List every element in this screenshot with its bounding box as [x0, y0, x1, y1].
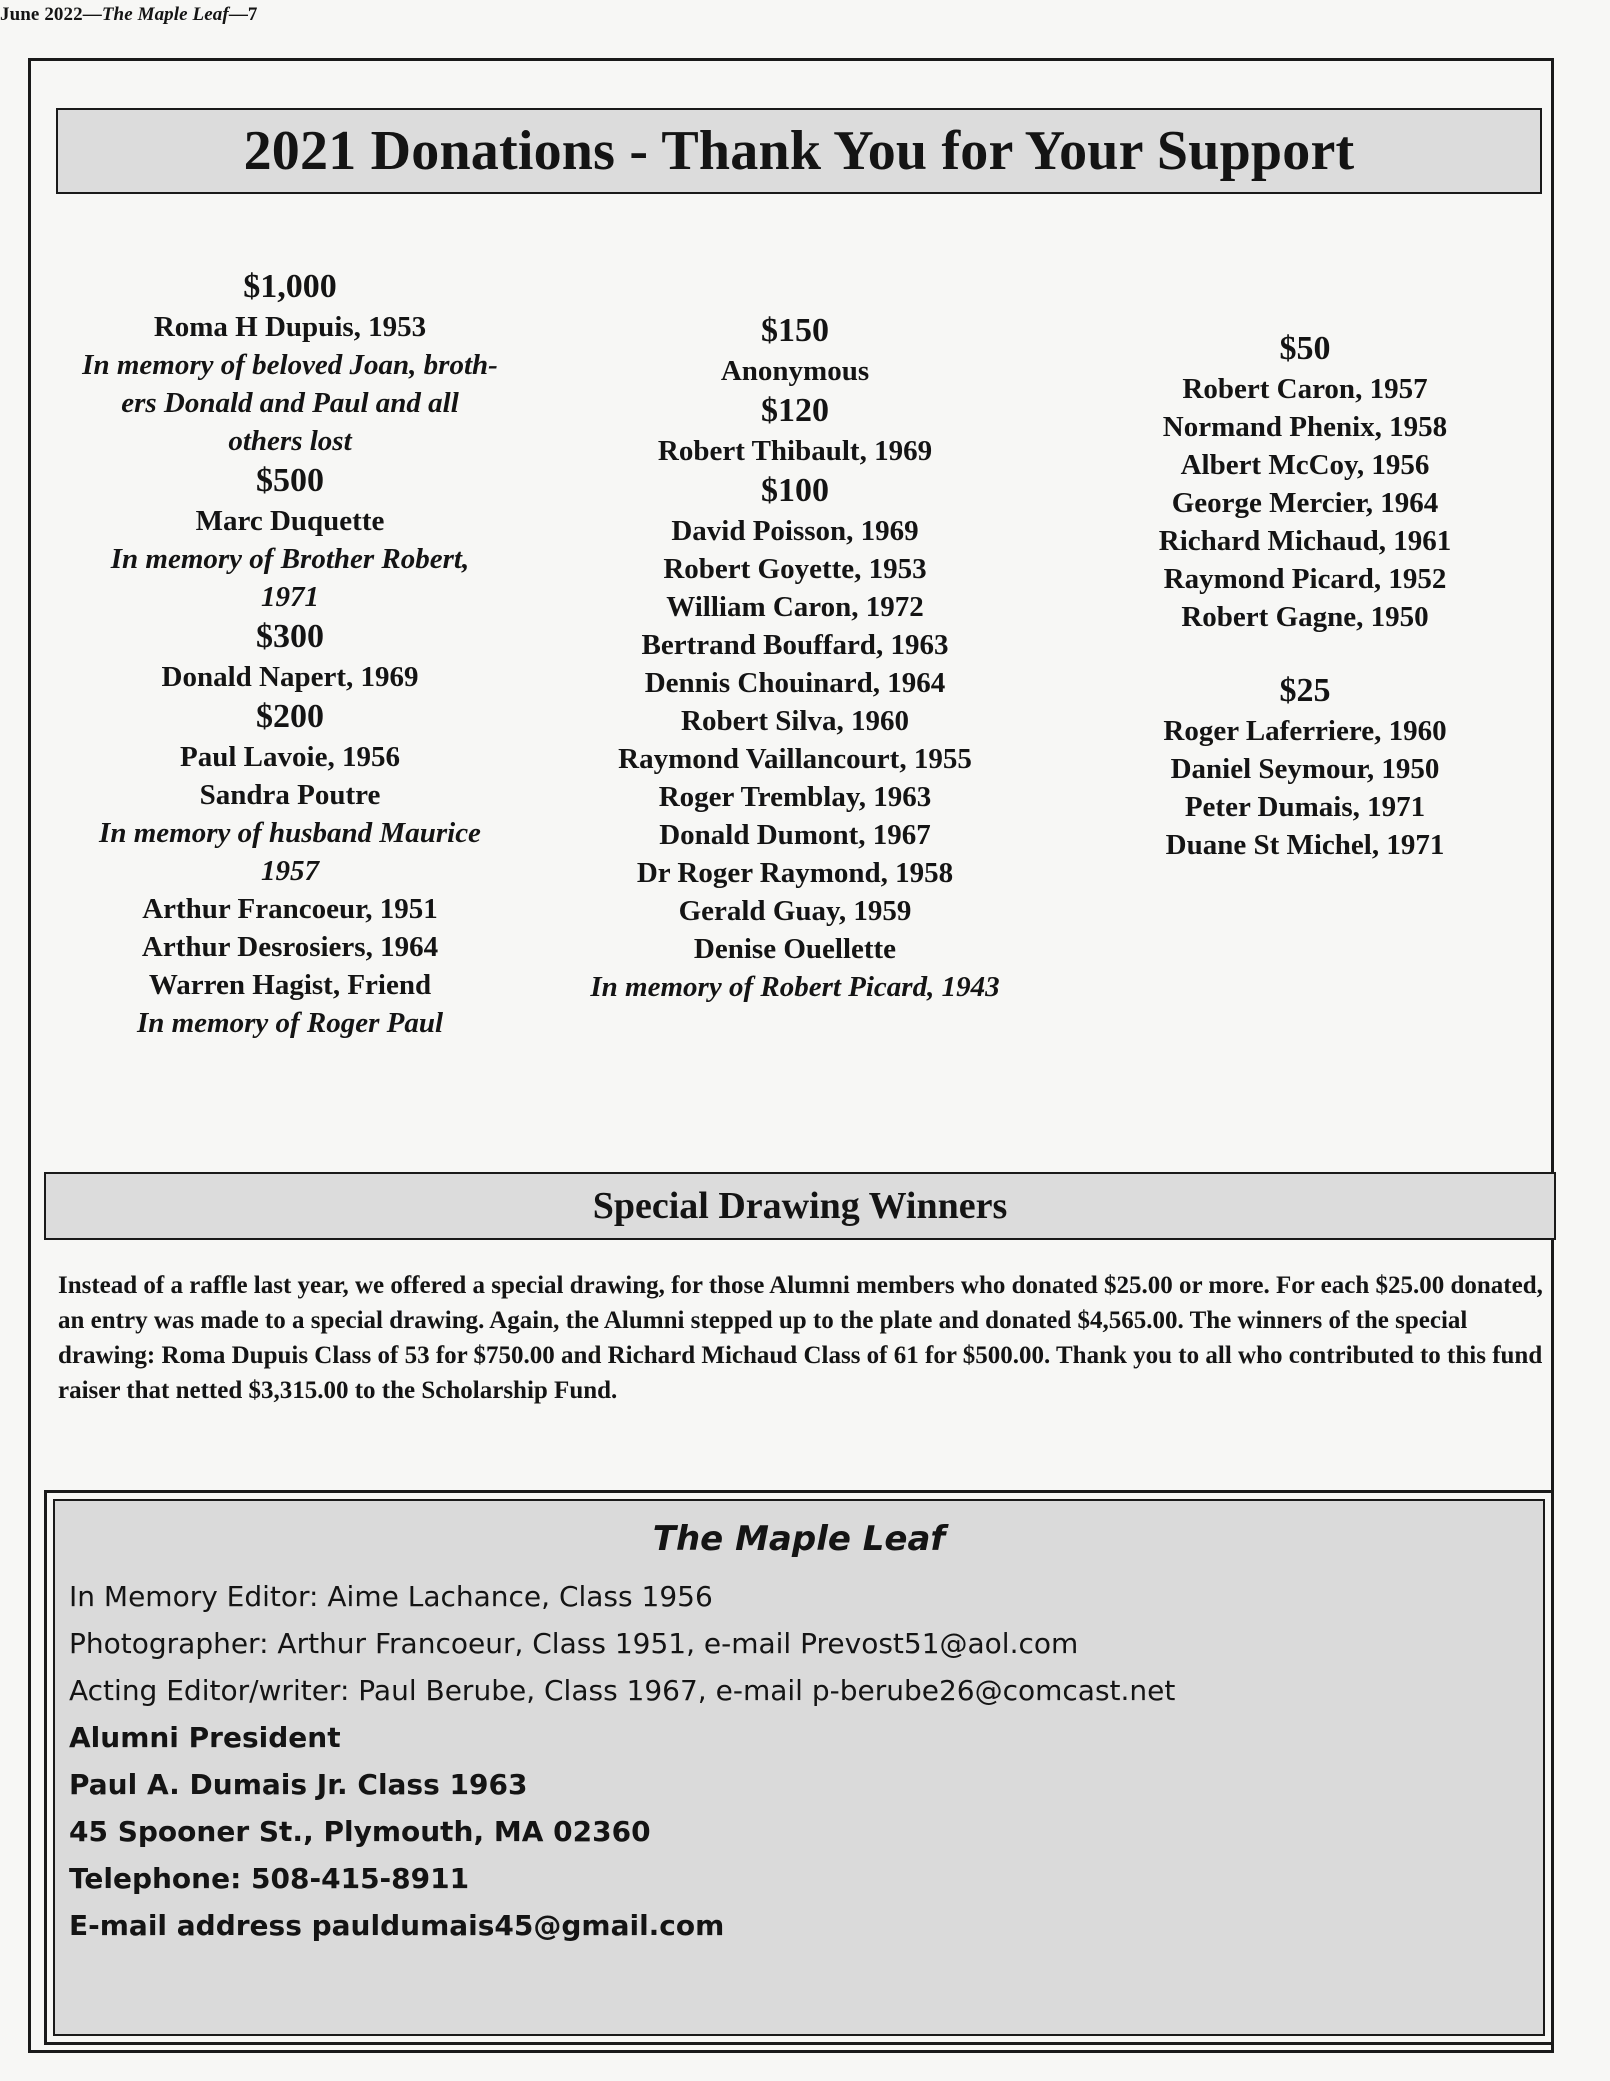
donations-column-1 — [40, 266, 540, 1042]
donation-amount: $25 — [1279, 672, 1331, 709]
president-name: Paul A. Dumais Jr. Class 1963 — [69, 1768, 528, 1801]
donor-name: Donald Napert, 1969 — [161, 661, 419, 693]
maple-leaf-inner — [53, 1499, 1545, 2036]
memorial-note: In memory of Roger Paul — [136, 1007, 444, 1039]
donor-name: Robert Gagne, 1950 — [1181, 601, 1429, 633]
donations-column-2 — [540, 310, 1050, 1006]
donor-name: Albert McCoy, 1956 — [1180, 449, 1430, 481]
donor-name: Anonymous — [720, 355, 870, 387]
donation-amount: $100 — [761, 472, 829, 509]
donation-amount: $50 — [1279, 330, 1331, 367]
donor-name: William Caron, 1972 — [666, 591, 924, 623]
donor-name: Robert Caron, 1957 — [1182, 373, 1428, 405]
donor-name: Raymond Picard, 1952 — [1163, 563, 1447, 595]
donation-amount: $500 — [256, 462, 324, 499]
donor-name: Duane St Michel, 1971 — [1165, 829, 1445, 861]
donation-amount: $150 — [761, 312, 829, 349]
memorial-note: 1971 — [261, 581, 319, 613]
memorial-note: 1957 — [261, 855, 319, 887]
maple-leaf-credits — [69, 1573, 1175, 1949]
donor-name: Richard Michaud, 1961 — [1158, 525, 1452, 557]
donation-amount: $300 — [256, 618, 324, 655]
president-email: E-mail address pauldumais45@gmail.com — [69, 1909, 725, 1942]
memorial-note: others lost — [228, 425, 352, 457]
donor-name: Dennis Chouinard, 1964 — [644, 667, 946, 699]
in-memory-editor: In Memory Editor: Aime Lachance, Class 1956 — [69, 1580, 713, 1613]
maple-leaf-title: The Maple Leaf — [652, 1519, 946, 1559]
acting-editor: Acting Editor/writer: Paul Berube, Class 1967, e-mail p-berube26@comcast.net — [69, 1674, 1176, 1707]
header-paper-name: The Maple Leaf — [101, 4, 229, 25]
maple-leaf-box — [44, 1490, 1554, 2045]
donor-name: Robert Silva, 1960 — [681, 705, 909, 737]
donation-amount: $1,000 — [243, 268, 337, 305]
donor-name: Robert Goyette, 1953 — [663, 553, 927, 585]
donor-name: Dr Roger Raymond, 1958 — [636, 857, 954, 889]
donor-name: Arthur Francoeur, 1951 — [142, 893, 438, 925]
donor-name: Roma H Dupuis, 1953 — [153, 311, 427, 343]
donations-title: 2021 Donations - Thank You for Your Support — [243, 120, 1355, 182]
memorial-note: In memory of Robert Picard, 1943 — [590, 971, 1000, 1003]
donor-name: Denise Ouellette — [693, 933, 897, 965]
president-telephone: Telephone: 508-415-8911 — [69, 1862, 470, 1895]
drawing-title: Special Drawing Winners — [592, 1185, 1008, 1227]
donor-name: Marc Duquette — [195, 505, 385, 537]
donor-name: Gerald Guay, 1959 — [678, 895, 912, 927]
header-date: June 2022— — [0, 4, 102, 25]
donor-name: Roger Laferriere, 1960 — [1163, 715, 1447, 747]
memorial-note: In memory of Brother Robert, — [110, 543, 470, 575]
donation-amount: $120 — [761, 392, 829, 429]
donor-name: Donald Dumont, 1967 — [659, 819, 931, 851]
donor-name: Peter Dumais, 1971 — [1184, 791, 1426, 823]
memorial-note: In memory of beloved Joan, broth- — [82, 349, 498, 381]
drawing-paragraph: Instead of a raffle last year, we offered a special drawing, for those Alumni members who donated $25.00 or more. For each $25.00 donated, an entry was made to a special drawing. Again, the Alumni stepped up to the plate and donated $4,565.00. The winners of the special drawing: Roma Dupuis Class of 53 for $750.00 and Richard Michaud Class of 61 for $500.00. Thank you to all who contributed to this fund raiser that netted $3,315.00 to the Scholarship Fund. — [58, 1272, 1543, 1404]
memorial-note: In memory of husband Maurice — [99, 817, 481, 849]
donor-name: Daniel Seymour, 1950 — [1170, 753, 1440, 785]
donor-name: Sandra Poutre — [199, 779, 381, 811]
donor-name: Robert Thibault, 1969 — [657, 435, 933, 467]
drawing-title-box — [44, 1172, 1556, 1240]
donations-title-box — [56, 108, 1542, 194]
page-header — [0, 4, 258, 26]
donor-name: Paul Lavoie, 1956 — [180, 741, 400, 773]
donor-name: Warren Hagist, Friend — [148, 969, 432, 1001]
donor-name: Raymond Vaillancourt, 1955 — [618, 743, 972, 775]
memorial-note: ers Donald and Paul and all — [121, 387, 459, 419]
donations-column-3 — [1080, 328, 1530, 864]
photographer: Photographer: Arthur Francoeur, Class 1951, e-mail Prevost51@aol.com — [69, 1627, 1079, 1660]
header-page-number: —7 — [228, 4, 258, 25]
president-heading: Alumni President — [69, 1721, 341, 1754]
donor-name: Arthur Desrosiers, 1964 — [141, 931, 439, 963]
donor-name: Normand Phenix, 1958 — [1162, 411, 1448, 443]
donor-name: Bertrand Bouffard, 1963 — [641, 629, 949, 661]
donation-amount: $200 — [256, 698, 324, 735]
president-address: 45 Spooner St., Plymouth, MA 02360 — [69, 1815, 651, 1848]
donor-name: David Poisson, 1969 — [671, 515, 919, 547]
donor-name: George Mercier, 1964 — [1171, 487, 1439, 519]
donor-name: Roger Tremblay, 1963 — [658, 781, 932, 813]
column-spacer — [1080, 636, 1530, 670]
